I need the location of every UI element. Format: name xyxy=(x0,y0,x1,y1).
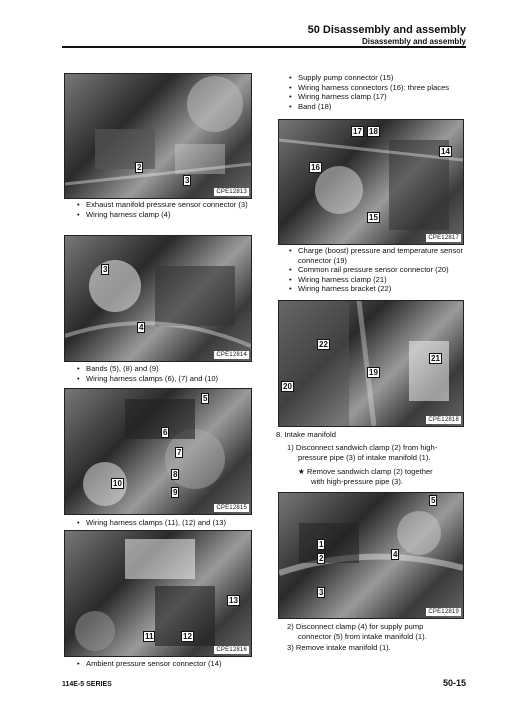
callout-5: 5 xyxy=(431,496,436,505)
callout-16: 16 xyxy=(311,163,320,172)
caption-item: • Wiring harness clamps (6), (7) and (10) xyxy=(74,374,256,384)
callout-9: 9 xyxy=(173,488,178,497)
caption-item: • Common rail pressure sensor connector (20) xyxy=(286,265,468,275)
caption-list-r1 xyxy=(286,246,468,294)
caption-item: • Wiring harness clamp (4) xyxy=(74,210,256,220)
callout-11: 11 xyxy=(145,632,154,641)
callout-1: 1 xyxy=(319,540,324,549)
callout-7: 7 xyxy=(177,448,182,457)
caption-item: • Band (18) xyxy=(286,102,468,112)
engine-photo-6 xyxy=(278,300,464,427)
callout-4: 4 xyxy=(393,550,398,559)
photo-code: CPE12815 xyxy=(216,505,247,511)
photo-code: CPE12816 xyxy=(216,647,247,653)
caption-list-r0 xyxy=(286,73,468,111)
callout-5: 5 xyxy=(203,394,208,403)
photo-code: CPE12814 xyxy=(216,352,247,358)
caption-item: • Ambient pressure sensor connector (14) xyxy=(74,659,256,669)
callout-4: 4 xyxy=(139,323,144,332)
callout-15: 15 xyxy=(369,213,378,222)
callout-8: 8 xyxy=(173,470,178,479)
callout-20: 20 xyxy=(283,382,292,391)
engine-photo-3 xyxy=(64,388,252,515)
caption-item: • Supply pump connector (15) xyxy=(286,73,468,83)
caption-item: • Wiring harness connectors (16): three places xyxy=(286,83,468,93)
callout-6: 6 xyxy=(163,428,168,437)
caption-item: • Bands (5), (8) and (9) xyxy=(74,364,256,374)
callout-3: 3 xyxy=(319,588,324,597)
caption-item: • Wiring harness clamps (11), (12) and (13) xyxy=(74,518,256,528)
caption-item: • Charge (boost) pressure and temperature sensor connector (19) xyxy=(286,246,468,265)
callout-18: 18 xyxy=(369,127,378,136)
caption-list-4 xyxy=(74,659,256,669)
page-number: 50-15 xyxy=(442,678,466,688)
callout-14: 14 xyxy=(441,147,450,156)
callout-19: 19 xyxy=(369,368,378,377)
note-line-a: ★ Remove sandwich clamp (2) together xyxy=(298,467,433,476)
step-8-1-line-b: pressure pipe (3) of intake manifold (1). xyxy=(298,453,431,462)
photo-code: CPE12819 xyxy=(428,609,459,615)
caption-list-2 xyxy=(74,364,256,383)
engine-photo-1 xyxy=(64,73,252,199)
section-subtitle: Disassembly and assembly xyxy=(361,37,466,46)
engine-photo-7 xyxy=(278,492,464,619)
header-rule xyxy=(62,46,466,48)
engine-photo-2 xyxy=(64,235,252,362)
caption-item: • Wiring harness clamp (17) xyxy=(286,92,468,102)
callout-3: 3 xyxy=(185,176,190,185)
caption-list-3 xyxy=(74,518,256,528)
engine-photo-4 xyxy=(64,530,252,657)
series-label: 114E-5 SERIES xyxy=(62,681,112,688)
callout-13: 13 xyxy=(229,596,238,605)
caption-item: • Exhaust manifold pressure sensor connector (3) xyxy=(74,200,256,210)
callout-21: 21 xyxy=(431,354,440,363)
section-title: 50 Disassembly and assembly xyxy=(307,24,466,36)
step-8-2-line-a: 2) Disconnect clamp (4) for supply pump xyxy=(287,622,424,631)
callout-10: 10 xyxy=(113,479,122,488)
callout-12: 12 xyxy=(183,632,192,641)
callout-22: 22 xyxy=(319,340,328,349)
callout-3: 3 xyxy=(103,265,108,274)
photo-code: CPE12813 xyxy=(216,189,247,195)
step-8-1-line-a: 1) Disconnect sandwich clamp (2) from high- xyxy=(287,443,438,452)
step-8-3: 3) Remove intake manifold (1). xyxy=(287,643,391,652)
photo-code: CPE12818 xyxy=(428,417,459,423)
photo-code: CPE12817 xyxy=(428,235,459,241)
callout-2: 2 xyxy=(319,554,324,563)
caption-list-1 xyxy=(74,200,256,219)
callout-17: 17 xyxy=(353,127,362,136)
caption-item: • Wiring harness bracket (22) xyxy=(286,284,468,294)
callout-2: 2 xyxy=(137,163,142,172)
step-8-heading: 8. Intake manifold xyxy=(276,430,336,439)
step-8-2-line-b: connector (5) from intake manifold (1). xyxy=(298,632,427,641)
note-line-b: with high-pressure pipe (3). xyxy=(311,477,404,486)
caption-item: • Wiring harness clamp (21) xyxy=(286,275,468,285)
engine-photo-5 xyxy=(278,119,464,245)
